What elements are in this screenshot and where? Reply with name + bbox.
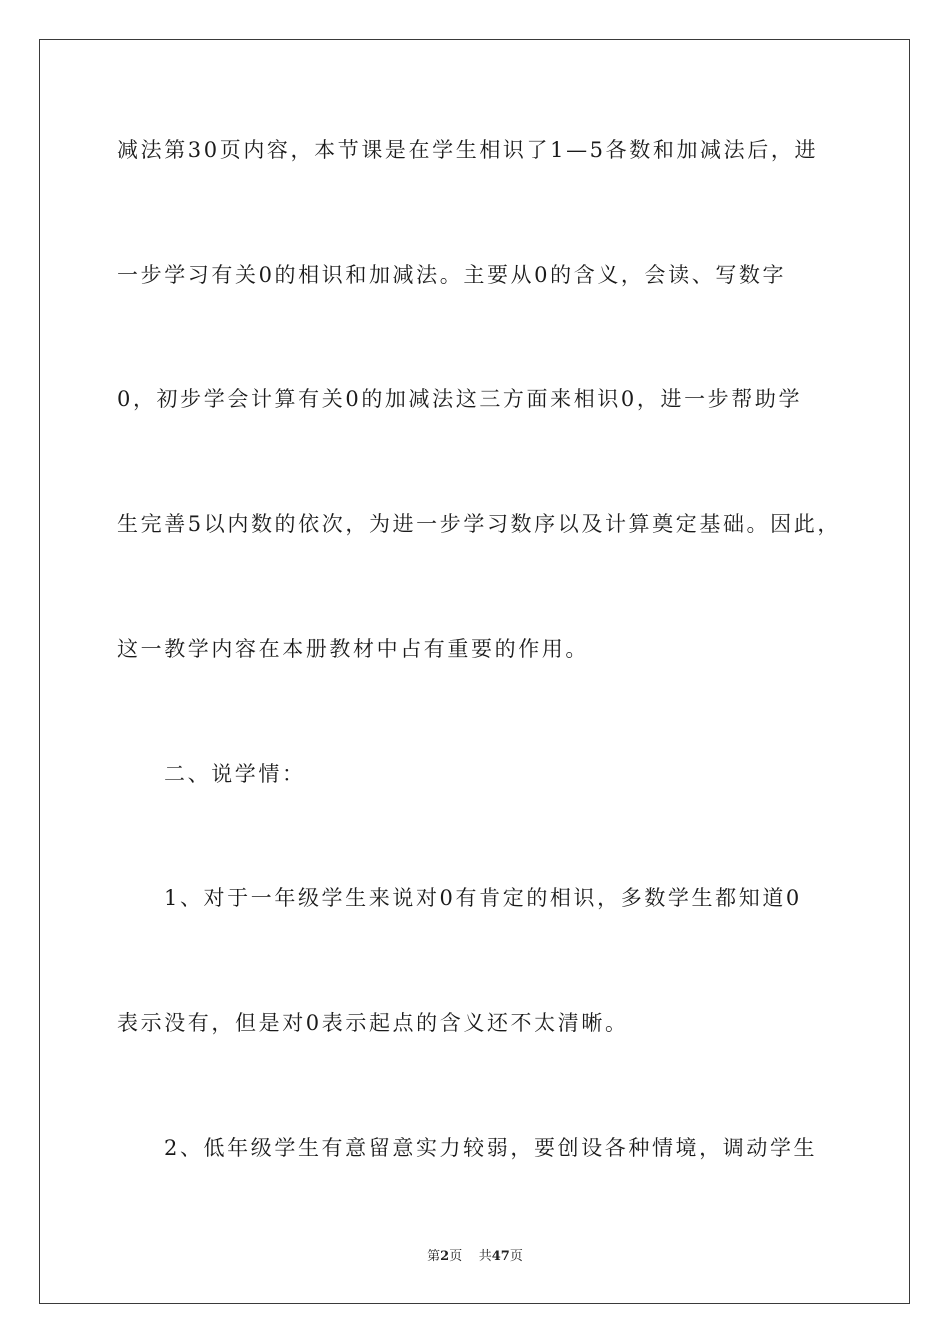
body-line-7: 1、对于一年级学生来说对0有肯定的相识，多数学生都知道0 xyxy=(164,886,802,910)
body-line-8: 表示没有，但是对0表示起点的含义还不太清晰。 xyxy=(117,1011,629,1035)
footer-total-prefix: 共 xyxy=(478,1249,492,1264)
page-footer xyxy=(0,1248,950,1266)
page-border xyxy=(39,39,910,1304)
footer-page-prefix: 第 xyxy=(427,1249,441,1264)
body-line-9: 2、低年级学生有意留意实力较弱，要创设各种情境，调动学生 xyxy=(164,1136,818,1160)
body-line-1: 减法第30页内容，本节课是在学生相识了1—5各数和加减法后，进 xyxy=(117,138,819,162)
footer-total-suffix: 页 xyxy=(509,1249,523,1264)
footer-page-number: 2 xyxy=(440,1249,450,1264)
footer-total-pages: 47 xyxy=(491,1249,510,1264)
body-line-3: 0，初步学会计算有关0的加减法这三方面来相识0，进一步帮助学 xyxy=(117,387,803,411)
body-line-5: 这一教学内容在本册教材中占有重要的作用。 xyxy=(117,637,589,661)
footer-page-suffix: 页 xyxy=(449,1249,463,1264)
section-heading: 二、说学情： xyxy=(164,762,306,786)
body-line-2: 一步学习有关0的相识和加减法。主要从0的含义，会读、写数字 xyxy=(117,263,787,287)
body-line-4: 生完善5以内数的依次，为进一步学习数序以及计算奠定基础。因此， xyxy=(117,512,841,536)
